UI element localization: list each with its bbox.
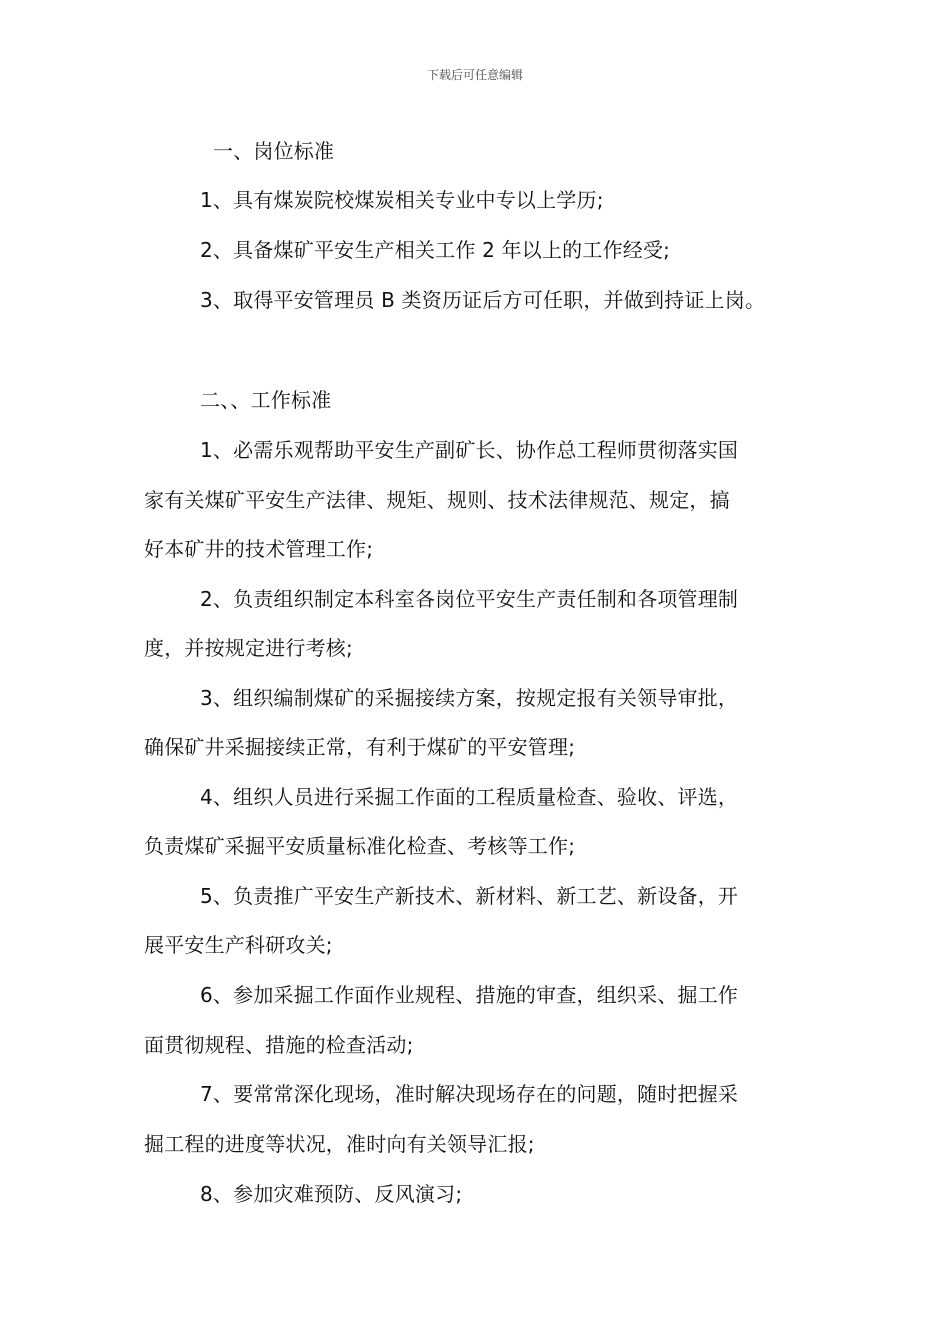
paragraph-line: 掘工程的进度等状况，准时向有关领导汇报; [144, 1132, 535, 1156]
paragraph-line: 5、负责推广平安生产新技术、新材料、新工艺、新设备，开 [200, 884, 739, 908]
paragraph-line: 确保矿井采掘接续正常，有利于煤矿的平安管理; [144, 735, 576, 759]
paragraph-line: 3、组织编制煤矿的采掘接续方案，按规定报有关领导审批， [200, 686, 739, 710]
paragraph-line: 4、组织人员进行采掘工作面的工程质量检查、验收、评选， [200, 785, 739, 809]
paragraph-line: 展平安生产科研攻关; [144, 933, 333, 957]
paragraph-line: 度，并按规定进行考核; [144, 636, 353, 660]
list-item: 3、取得平安管理员 B 类资历证后方可任职，并做到持证上岗。 [200, 288, 766, 312]
paragraph-line: 7、要常常深化现场，准时解决现场存在的问题，随时把握采 [200, 1082, 739, 1106]
paragraph-line: 1、必需乐观帮助平安生产副矿长、协作总工程师贯彻落实国 [200, 438, 739, 462]
paragraph-line: 6、参加采掘工作面作业规程、措施的审查，组织采、掘工作 [200, 983, 739, 1007]
list-item: 1、具有煤炭院校煤炭相关专业中专以上学历; [200, 188, 604, 212]
section-title-work-standard: 二、、工作标准 [200, 388, 332, 412]
paragraph-line: 2、负责组织制定本科室各岗位平安生产责任制和各项管理制 [200, 587, 739, 611]
paragraph-line: 负责煤矿采掘平安质量标准化检查、考核等工作; [144, 834, 576, 858]
section-title-job-standard: 一、岗位标准 [213, 139, 335, 163]
paragraph-line: 好本矿井的技术管理工作; [144, 537, 374, 561]
paragraph-line: 8、参加灾难预防、反风演习; [200, 1182, 463, 1206]
list-item: 2、具备煤矿平安生产相关工作 2 年以上的工作经受; [200, 238, 671, 262]
header-note: 下载后可任意编辑 [426, 68, 523, 82]
paragraph-line: 家有关煤矿平安生产法律、规矩、规则、技术法律规范、规定，搞 [144, 488, 730, 512]
paragraph-line: 面贯彻规程、措施的检查活动; [144, 1033, 414, 1057]
